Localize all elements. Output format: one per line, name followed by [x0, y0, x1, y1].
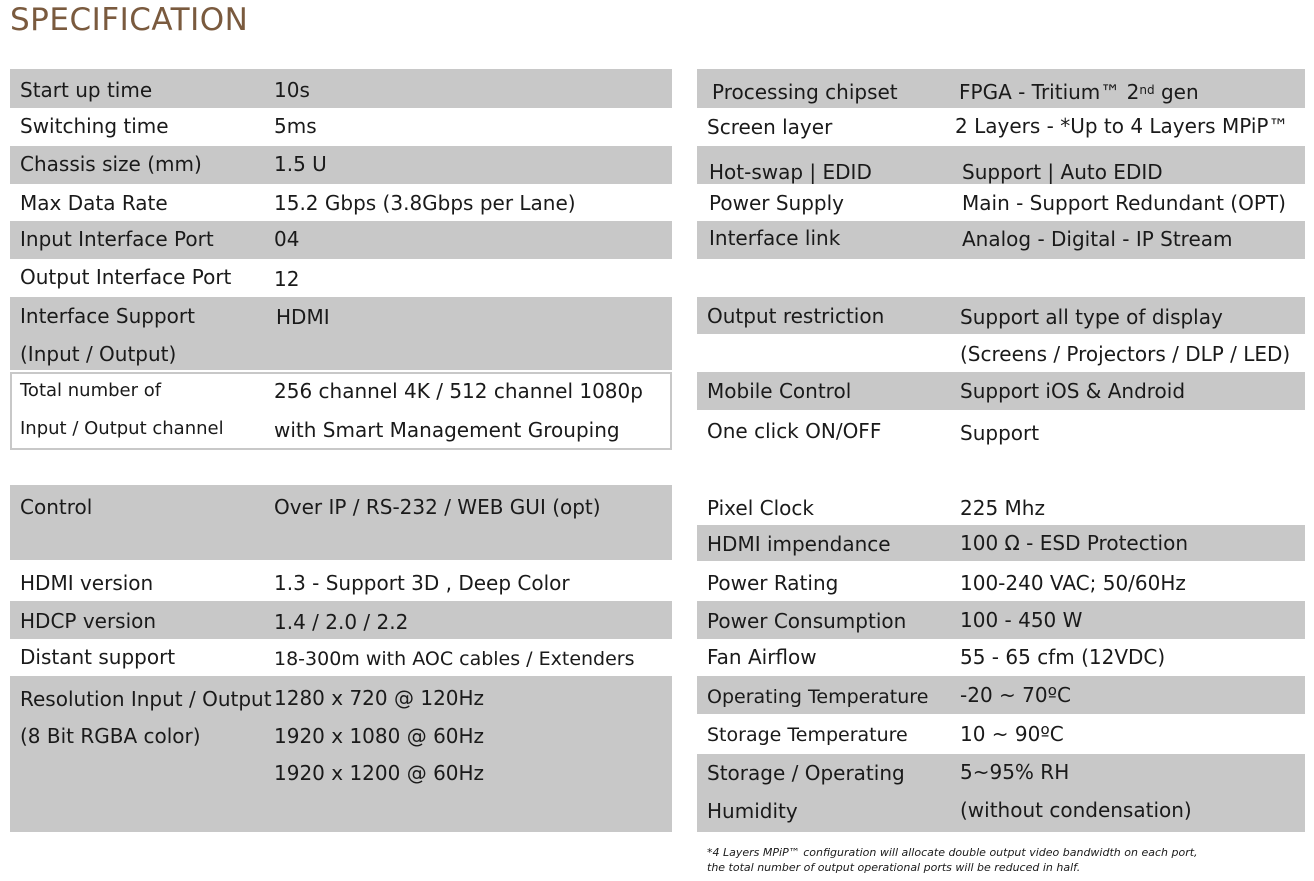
spec-value-line2: (without condensation): [960, 798, 1192, 822]
spec-value-line2: 1920 x 1080 @ 60Hz: [274, 724, 485, 748]
spec-label: Storage / Operating: [707, 761, 905, 785]
spec-value-superscript: nd: [1139, 83, 1155, 97]
spec-value: 5ms: [274, 114, 317, 138]
spec-value: 1.5 U: [274, 152, 327, 176]
spec-label: Power Supply: [709, 191, 844, 215]
spec-value: Support | Auto EDID: [962, 160, 1163, 184]
spec-label: One click ON/OFF: [707, 419, 882, 443]
spec-label: Distant support: [20, 645, 176, 669]
spec-value: Analog - Digital - IP Stream: [962, 227, 1233, 251]
spec-label: Total number of: [20, 380, 162, 401]
spec-label: Max Data Rate: [20, 191, 168, 215]
spec-value: 256 channel 4K / 512 channel 1080p: [274, 379, 643, 403]
spec-value: 1.4 / 2.0 / 2.2: [274, 610, 409, 634]
spec-label-line2: Humidity: [707, 799, 798, 823]
spec-label: Hot-swap | EDID: [709, 160, 872, 184]
spec-value: 2 Layers - *Up to 4 Layers MPiP™: [955, 114, 1289, 138]
spec-value: -20 ~ 70ºC: [960, 683, 1071, 707]
spec-label: Interface Support: [20, 304, 195, 328]
spec-label: Storage Temperature: [707, 724, 908, 746]
spec-label: Input Interface Port: [20, 227, 214, 251]
spec-label-line2: (8 Bit RGBA color): [20, 724, 201, 748]
spec-label: Screen layer: [707, 115, 833, 139]
spec-value: Support iOS & Android: [960, 379, 1186, 403]
spec-value: [959, 80, 1199, 104]
spec-label: Power Rating: [707, 571, 839, 595]
spec-label: Power Consumption: [707, 609, 907, 633]
spec-label: HDMI impendance: [707, 532, 891, 556]
spec-value: 55 - 65 cfm (12VDC): [960, 645, 1166, 669]
spec-label: Pixel Clock: [707, 496, 814, 520]
spec-label-line2: (Input / Output): [20, 342, 177, 366]
spec-value: 5~95% RH: [960, 760, 1070, 784]
page-title: SPECIFICATION: [10, 2, 249, 38]
spec-label: Operating Temperature: [707, 686, 929, 708]
spec-value: 100 - 450 W: [960, 608, 1083, 632]
spec-value: Support all type of display: [960, 305, 1223, 329]
spec-label: Fan Airflow: [707, 645, 817, 669]
spec-label: Output Interface Port: [20, 265, 232, 289]
spec-value: 10 ~ 90ºC: [960, 722, 1064, 746]
spec-label: HDCP version: [20, 609, 157, 633]
spec-value: HDMI: [276, 305, 330, 329]
spec-value: 225 Mhz: [960, 496, 1045, 520]
footnote-line-1: *4 Layers MPiP™ configuration will allocate double output video bandwidth on each port,: [707, 846, 1198, 859]
spec-label: Processing chipset: [712, 80, 898, 104]
spec-label: Switching time: [20, 114, 169, 138]
spec-value: 100 Ω - ESD Protection: [960, 531, 1189, 555]
spec-value-line2: (Screens / Projectors / DLP / LED): [960, 342, 1291, 366]
spec-value: 1.3 - Support 3D , Deep Color: [274, 571, 570, 595]
spec-label: Chassis size (mm): [20, 152, 202, 176]
spec-label: Output restriction: [707, 304, 885, 328]
spec-value-suffix: gen: [1154, 80, 1199, 104]
spec-label: Mobile Control: [707, 379, 852, 403]
spec-value: 10s: [274, 78, 310, 102]
spec-label-line2: Input / Output channel: [20, 418, 224, 439]
spec-label: HDMI version: [20, 571, 154, 595]
footnote-line-2: the total number of output operational ports will be reduced in half.: [707, 861, 1081, 874]
spec-label: Control: [20, 495, 93, 519]
spec-value: 04: [274, 227, 300, 251]
spec-value-line2: with Smart Management Grouping: [274, 418, 620, 442]
spec-value: Over IP / RS-232 / WEB GUI (opt): [274, 495, 601, 519]
spec-value: 12: [274, 267, 300, 291]
spec-value: 15.2 Gbps (3.8Gbps per Lane): [274, 191, 576, 215]
spec-label: Resolution Input / Output: [20, 687, 272, 711]
spec-label: Interface link: [709, 226, 841, 250]
spec-label: Start up time: [20, 78, 153, 102]
spec-value: 18-300m with AOC cables / Extenders: [274, 648, 635, 670]
spec-value: 100-240 VAC; 50/60Hz: [960, 571, 1186, 595]
spec-value-line3: 1920 x 1200 @ 60Hz: [274, 761, 485, 785]
spec-value: Main - Support Redundant (OPT): [962, 191, 1286, 215]
spec-value: Support: [960, 421, 1040, 445]
spec-value-main: FPGA - Tritium™ 2: [959, 80, 1140, 104]
spec-value: 1280 x 720 @ 120Hz: [274, 686, 485, 710]
